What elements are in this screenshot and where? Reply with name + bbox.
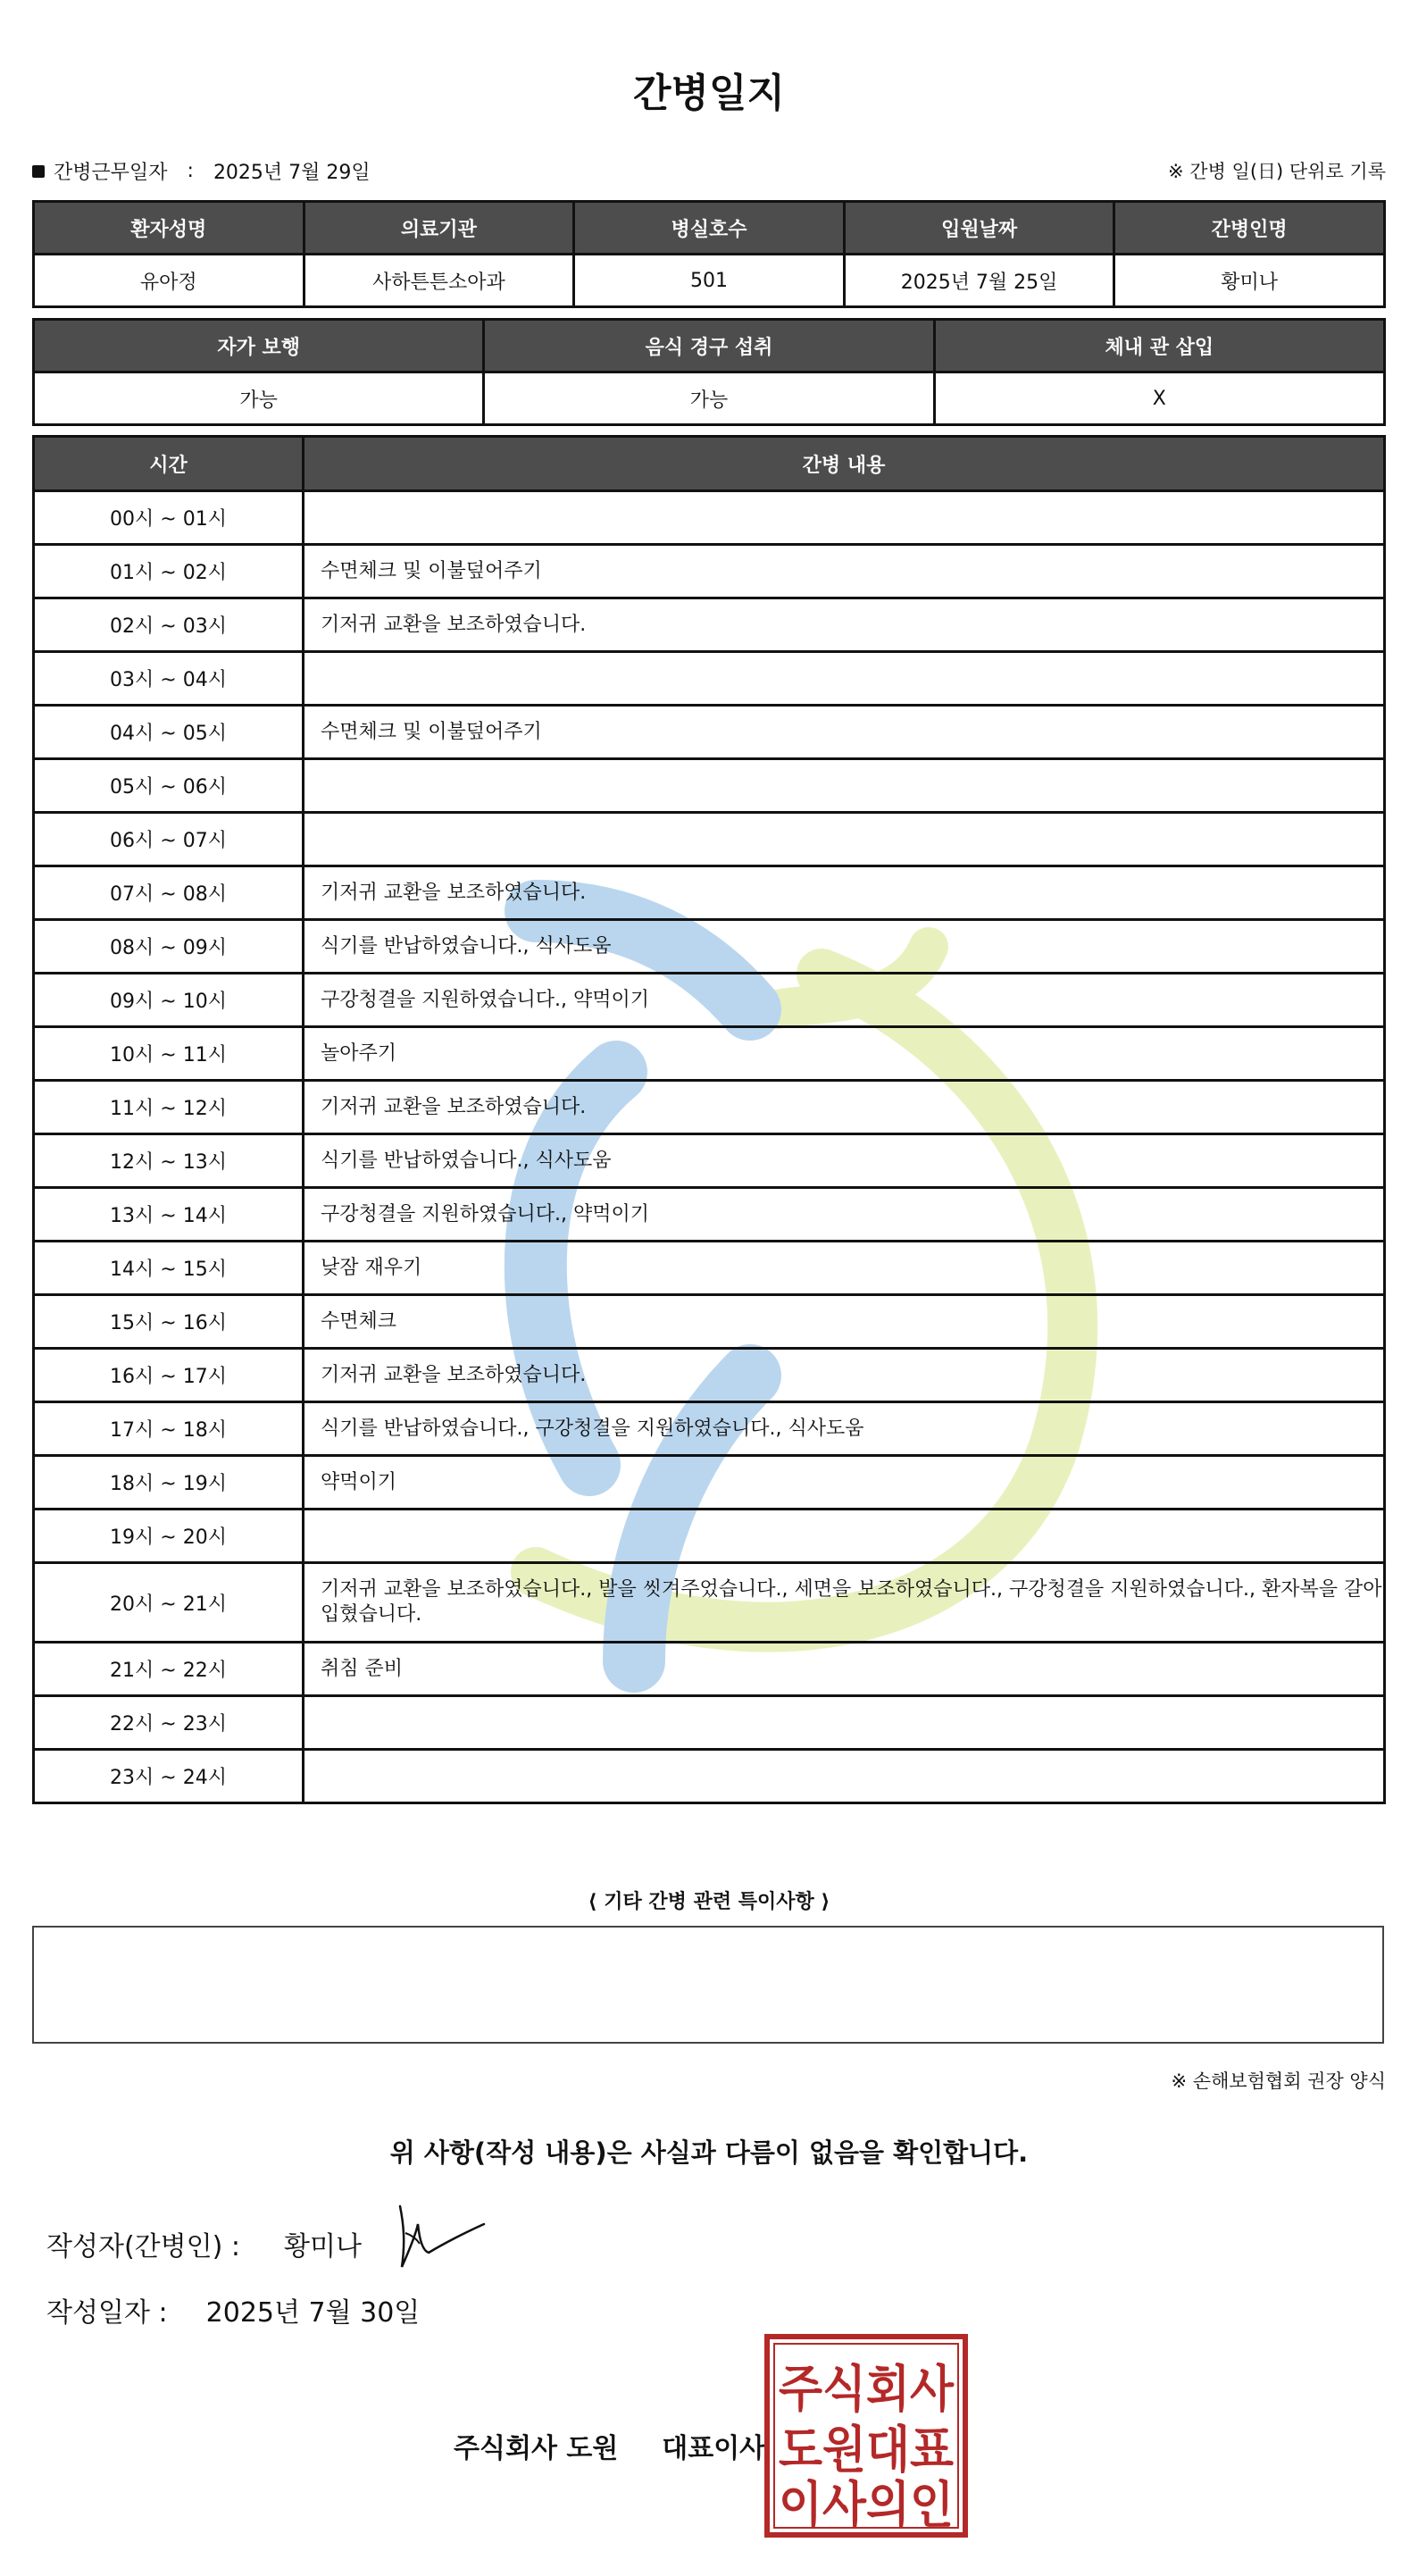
header-oral-intake: 음식 경구 섭취: [484, 320, 934, 372]
header-care-content: 간병 내용: [304, 437, 1385, 491]
table-row: [34, 1242, 1385, 1295]
writer-name: 황미나: [284, 2231, 362, 2262]
header-patient-name: 환자성명: [34, 202, 304, 255]
header-walking: 자가 보행: [34, 320, 484, 372]
row-time: 17시 ~ 18시: [34, 1402, 304, 1456]
row-time: 11시 ~ 12시: [34, 1081, 304, 1134]
company-name: 주식회사 도원: [454, 2433, 619, 2464]
row-care-content: 취침 준비: [304, 1643, 1385, 1696]
table-row: [34, 1134, 1385, 1188]
svg-text:이사의인: 이사의인: [779, 2477, 954, 2535]
row-care-content: [304, 813, 1385, 866]
table-row: [34, 1402, 1385, 1456]
tube-status: X: [934, 372, 1384, 425]
table-row: [34, 706, 1385, 759]
square-bullet-icon: [32, 165, 45, 178]
row-care-content: 기저귀 교환을 보조하였습니다.: [304, 1349, 1385, 1402]
care-log-table: [32, 435, 1386, 1804]
row-time: 03시 ~ 04시: [34, 652, 304, 706]
row-time: 01시 ~ 02시: [34, 545, 304, 598]
care-date-label: 간병근무일자: [54, 162, 168, 184]
table-row: [34, 1456, 1385, 1510]
row-care-content: 기저귀 교환을 보조하였습니다.: [304, 1081, 1385, 1134]
row-time: 05시 ~ 06시: [34, 759, 304, 813]
table-row: [34, 598, 1385, 652]
written-date-label: 작성일자 :: [46, 2297, 168, 2329]
row-care-content: [304, 1750, 1385, 1803]
row-care-content: 수면체크: [304, 1295, 1385, 1349]
table-row: [34, 1081, 1385, 1134]
row-time: 23시 ~ 24시: [34, 1750, 304, 1803]
row-care-content: 기저귀 교환을 보조하였습니다.: [304, 866, 1385, 920]
table-row: [34, 1188, 1385, 1242]
row-time: 04시 ~ 05시: [34, 706, 304, 759]
table-row: [34, 1027, 1385, 1081]
table-row: [34, 813, 1385, 866]
table-row: [34, 1349, 1385, 1402]
svg-text:도원대표: 도원대표: [779, 2421, 954, 2480]
row-time: 02시 ~ 03시: [34, 598, 304, 652]
row-care-content: 수면체크 및 이불덮어주기: [304, 706, 1385, 759]
writer-line: [46, 2224, 362, 2263]
row-care-content: 수면체크 및 이불덮어주기: [304, 545, 1385, 598]
row-time: 20시 ~ 21시: [34, 1563, 304, 1643]
header-admission-date: 입원날짜: [844, 202, 1114, 255]
row-time: 06시 ~ 07시: [34, 813, 304, 866]
table-row: [34, 1295, 1385, 1349]
row-time: 13시 ~ 14시: [34, 1188, 304, 1242]
table-row: [34, 1643, 1385, 1696]
patient-name: 유아정: [34, 255, 304, 307]
table-row: [34, 1750, 1385, 1803]
confirmation-statement: 위 사항(작성 내용)은 사실과 다름이 없음을 확인합니다.: [389, 2137, 1029, 2168]
table-row: [34, 920, 1385, 974]
oral-intake-status: 가능: [484, 372, 934, 425]
row-care-content: [304, 1510, 1385, 1563]
table-row: [34, 866, 1385, 920]
hospital-name: 사하튼튼소아과: [304, 255, 574, 307]
row-time: 08시 ~ 09시: [34, 920, 304, 974]
svg-text:주식회사: 주식회사: [779, 2361, 955, 2419]
row-care-content: 식기를 반납하였습니다., 구강청결을 지원하였습니다., 식사도움: [304, 1402, 1385, 1456]
notes-box: [32, 1926, 1384, 2044]
row-time: 22시 ~ 23시: [34, 1696, 304, 1750]
page-title: 간병일지: [632, 71, 785, 116]
row-care-content: 낮잠 재우기: [304, 1242, 1385, 1295]
table-row: [34, 545, 1385, 598]
patient-info-table: [32, 200, 1386, 308]
table-row: [34, 759, 1385, 813]
table-row: [34, 974, 1385, 1027]
row-care-content: 기저귀 교환을 보조하였습니다., 발을 씻겨주었습니다., 세면을 보조하였습니다., 구강청결을 지원하였습니다., 환자복을 갈아입혔습니다.: [304, 1563, 1385, 1643]
record-note: ※ 간병 일(日) 단위로 기록: [1168, 161, 1386, 182]
table-row: [34, 652, 1385, 706]
admission-date: 2025년 7월 25일: [844, 255, 1114, 307]
walking-status: 가능: [34, 372, 484, 425]
row-time: 14시 ~ 15시: [34, 1242, 304, 1295]
patient-status-table: [32, 318, 1386, 426]
writer-label: 작성자(간병인) :: [46, 2231, 240, 2262]
row-time: 16시 ~ 17시: [34, 1349, 304, 1402]
row-care-content: 식기를 반납하였습니다., 식사도움: [304, 1134, 1385, 1188]
table-row: [34, 1696, 1385, 1750]
header-time: 시간: [34, 437, 304, 491]
company-seal-stamp: [763, 2333, 969, 2538]
company-signature: [454, 2426, 765, 2465]
row-time: 18시 ~ 19시: [34, 1456, 304, 1510]
row-time: 09시 ~ 10시: [34, 974, 304, 1027]
row-time: 00시 ~ 01시: [34, 491, 304, 545]
header-hospital: 의료기관: [304, 202, 574, 255]
row-time: 19시 ~ 20시: [34, 1510, 304, 1563]
ceo-title: 대표이사: [662, 2433, 766, 2464]
row-care-content: 기저귀 교환을 보조하였습니다.: [304, 598, 1385, 652]
row-care-content: 구강청결을 지원하였습니다., 약먹이기: [304, 974, 1385, 1027]
row-time: 07시 ~ 08시: [34, 866, 304, 920]
row-care-content: 구강청결을 지원하였습니다., 약먹이기: [304, 1188, 1385, 1242]
written-date-value: 2025년 7월 30일: [205, 2297, 421, 2329]
signature-image: [393, 2197, 491, 2278]
header-room: 병실호수: [574, 202, 845, 255]
care-date: [32, 157, 371, 185]
notes-title: ⟨ 기타 간병 관련 특이사항 ⟩: [588, 1891, 830, 1913]
association-note: ※ 손해보험협회 권장 양식: [1171, 2070, 1386, 2092]
row-time: 21시 ~ 22시: [34, 1643, 304, 1696]
written-date-line: [46, 2290, 420, 2329]
row-care-content: [304, 759, 1385, 813]
row-care-content: 약먹이기: [304, 1456, 1385, 1510]
row-time: 10시 ~ 11시: [34, 1027, 304, 1081]
row-care-content: [304, 1696, 1385, 1750]
row-time: 12시 ~ 13시: [34, 1134, 304, 1188]
row-care-content: [304, 491, 1385, 545]
header-tube: 체내 관 삽입: [934, 320, 1384, 372]
row-time: 15시 ~ 16시: [34, 1295, 304, 1349]
table-row: [34, 491, 1385, 545]
header-caregiver: 간병인명: [1114, 202, 1385, 255]
caregiver-name: 황미나: [1114, 255, 1385, 307]
row-care-content: [304, 652, 1385, 706]
table-row: [34, 1510, 1385, 1563]
care-date-sep: :: [187, 160, 194, 182]
table-row: [34, 1563, 1385, 1643]
room-number: 501: [574, 255, 845, 307]
row-care-content: 놀아주기: [304, 1027, 1385, 1081]
care-date-value: 2025년 7월 29일: [213, 162, 371, 184]
row-care-content: 식기를 반납하였습니다., 식사도움: [304, 920, 1385, 974]
